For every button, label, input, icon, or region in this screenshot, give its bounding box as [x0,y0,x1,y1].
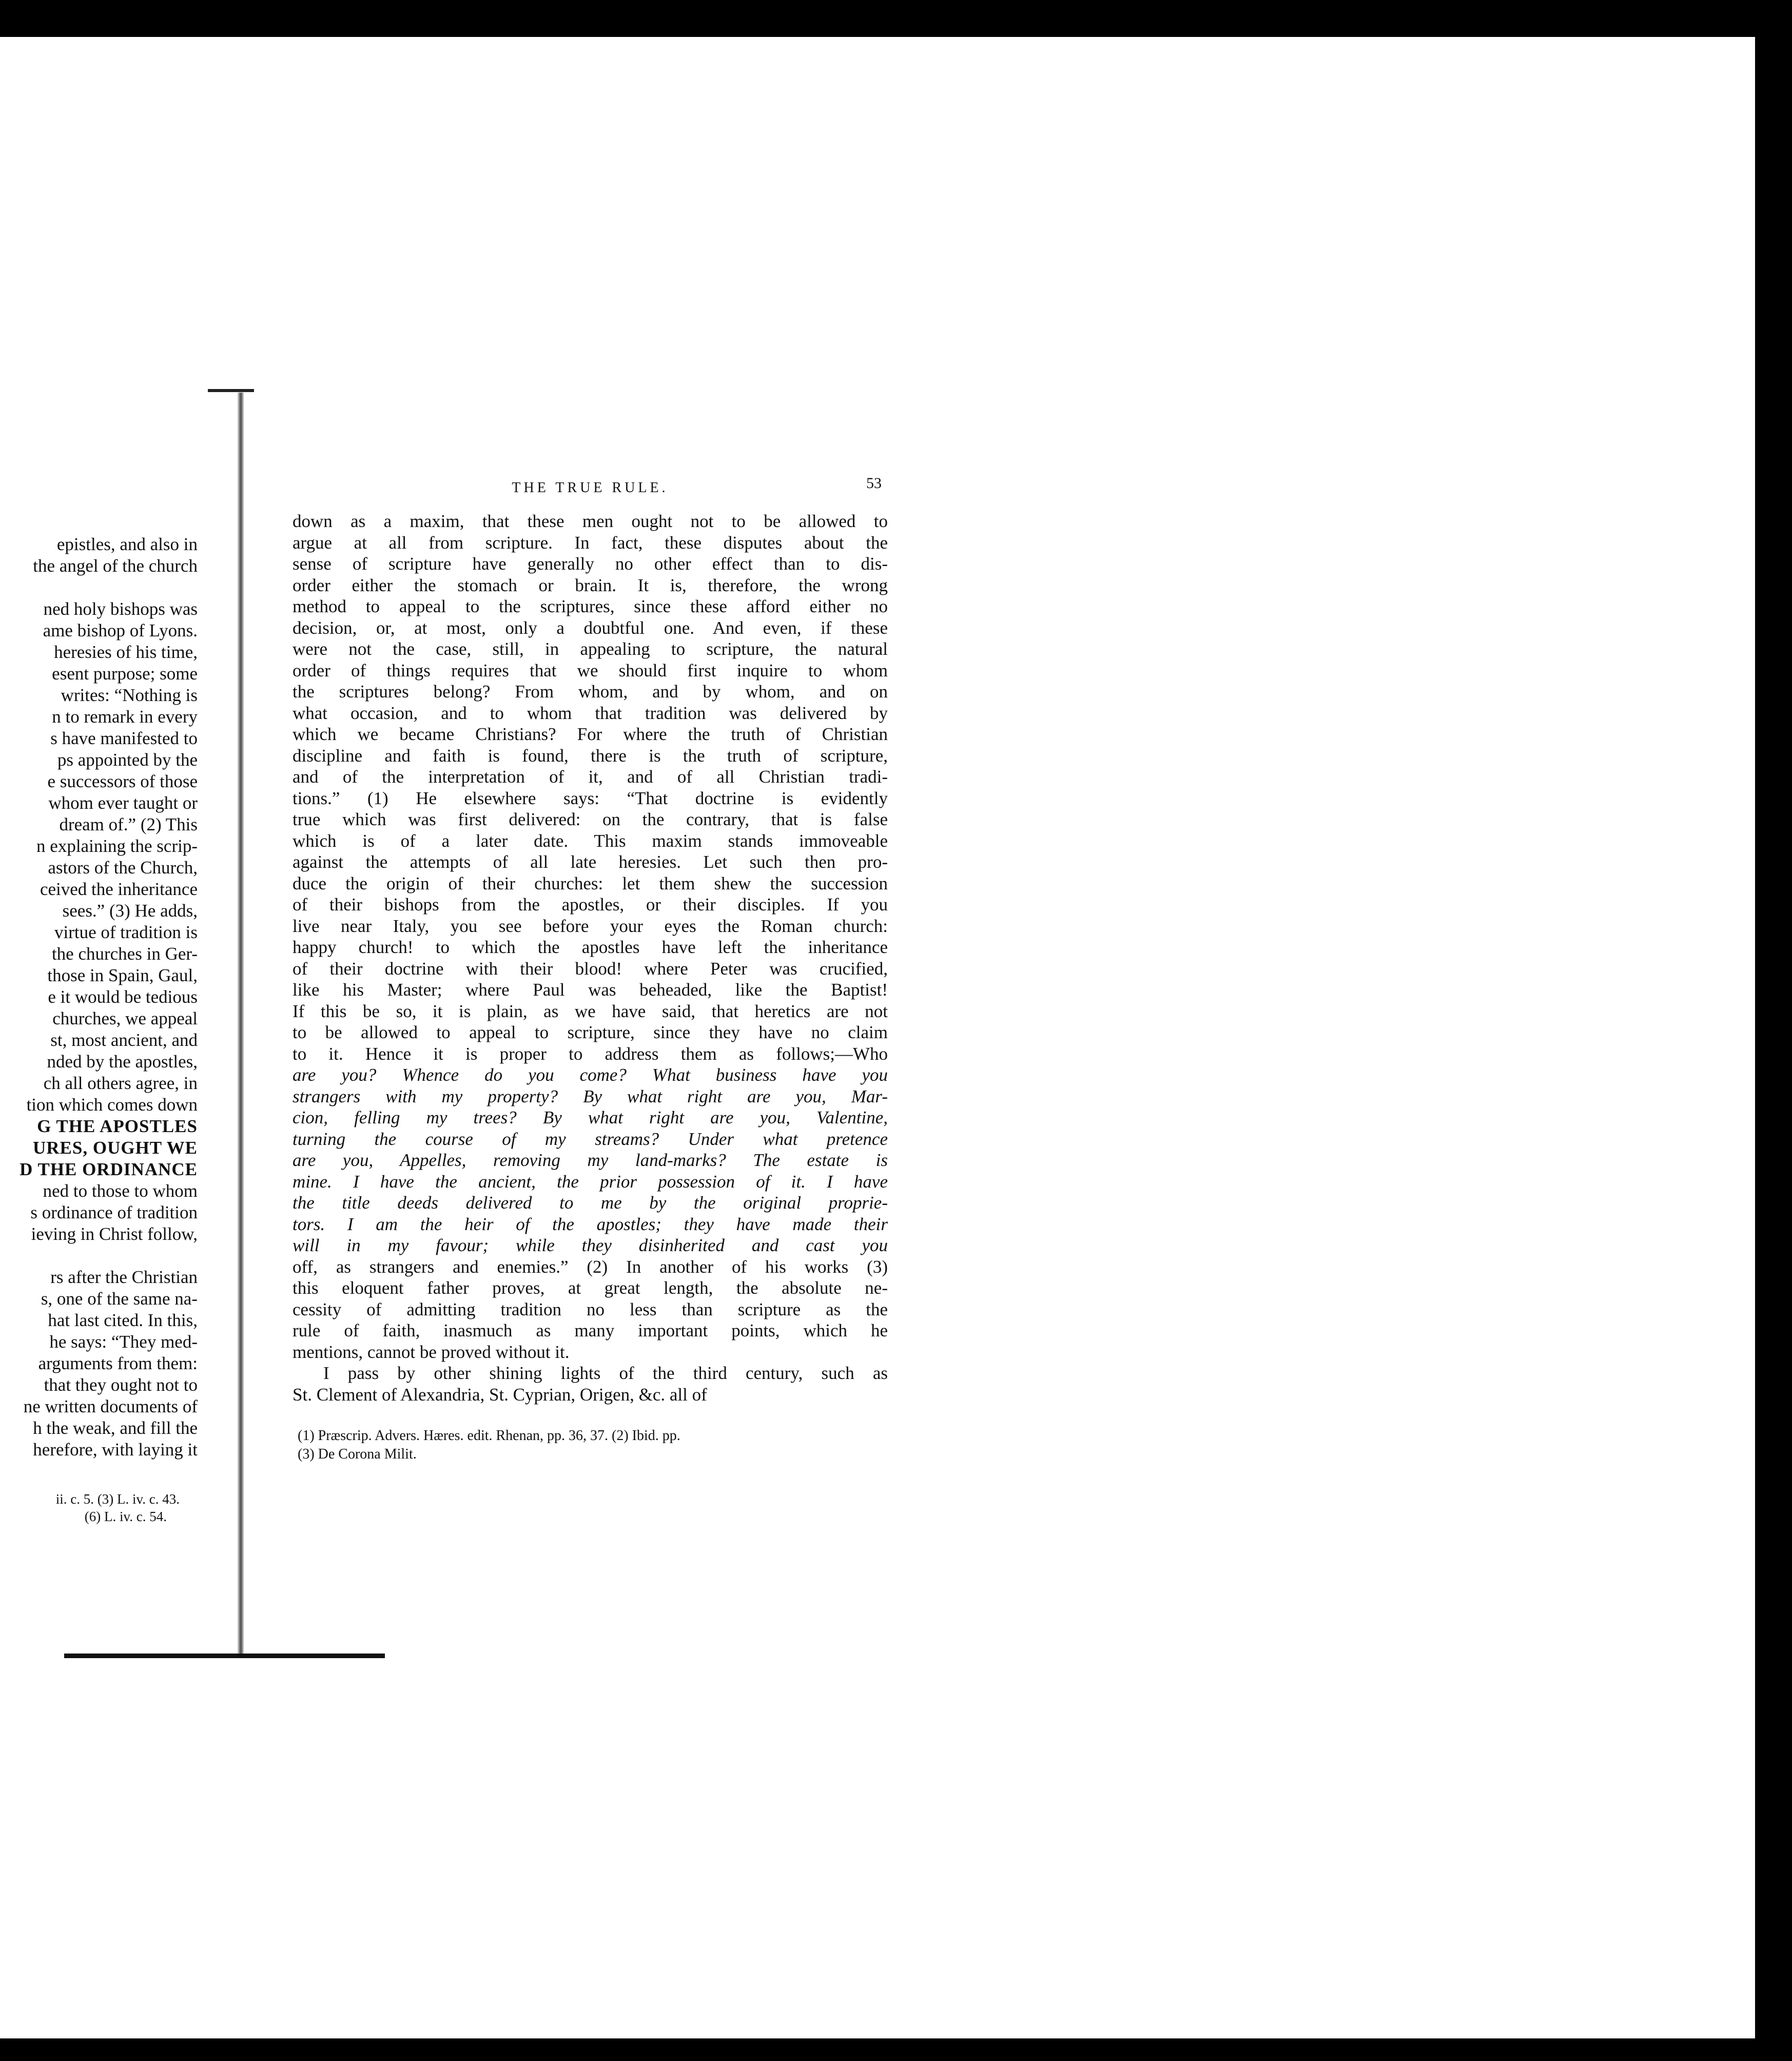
left-text-line: virtue of tradition is [54,922,198,942]
left-text-line: G THE APOSTLES [37,1116,198,1136]
left-text-line: h the weak, and fill the [33,1418,198,1438]
left-footnote-line: ii. c. 5. (3) L. iv. c. 43. [55,1491,180,1507]
body-text-line: tions.” (1) He elsewhere says: “That doctrine is evidently [293,788,888,808]
left-text-line: dream of.” (2) This [59,814,198,834]
left-text-line: D THE ORDINANCE [20,1159,198,1179]
body-text-line: argue at all from scripture. In fact, these disputes about the [293,532,888,553]
body-text [293,511,888,1405]
body-text-line: are you? Whence do you come? What business have you [293,1065,888,1085]
book-gutter [237,393,244,1655]
left-text-line [0,577,198,598]
body-text-line: to it. Hence it is proper to address them as follows;—Who [293,1043,888,1064]
body-text-line: discipline and faith is found, there is the truth of scripture, [293,745,888,766]
left-text-line: s, one of the same na- [41,1289,198,1309]
left-text-line: tion which comes down [26,1095,198,1115]
left-text-line: ame bishop of Lyons. [43,620,198,640]
body-text-line: which we became Christians? For where the truth of Christian [293,724,888,744]
left-text-line [0,1245,198,1267]
left-text-line: writes: “Nothing is [61,685,198,705]
left-text-line: arguments from them: [38,1353,198,1373]
body-text-line: will in my favour; while they disinherited and cast you [293,1235,888,1255]
body-text-line: this eloquent father proves, at great length, the absolute ne- [293,1278,888,1298]
body-text-line: mine. I have the ancient, the prior possession of it. I have [293,1171,888,1192]
body-text-line: of their bishops from the apostles, or their disciples. If you [293,895,888,915]
body-text-line: sense of scripture have generally no other effect than to dis- [293,554,888,574]
body-text-line: method to appeal to the scriptures, since these afford either no [293,596,888,616]
running-head-title: THE TRUE RULE. [512,480,669,496]
body-text-line: the title deeds delivered to me by the original proprie- [293,1193,888,1213]
left-footnote-line: (6) L. iv. c. 54. [84,1509,167,1524]
left-text-line: the angel of the church [33,556,198,576]
running-head [293,475,888,500]
body-text-line: order either the stomach or brain. It is, therefore, the wrong [293,575,888,595]
body-text-line: the scriptures belong? From whom, and by whom, and on [293,682,888,702]
footnote-line: (1) Præscrip. Advers. Hæres. edit. Rhenan, pp. 36, 37. (2) Ibid. pp. [298,1428,680,1444]
body-text-line: to be allowed to appeal to scripture, since they have no claim [293,1022,888,1042]
body-text-line: were not the case, still, in appealing to scripture, the natural [293,639,888,659]
left-footnotes [0,1490,198,1525]
body-text-line: true which was first delivered: on the contrary, that is false [293,809,888,829]
left-text-line: rs after the Christian [50,1267,198,1287]
footnotes [293,1427,888,1464]
left-text-line: ned holy bishops was [43,599,198,619]
left-text-line: astors of the Church, [48,858,198,878]
body-text-line: cion, felling my trees? By what right are you, Valentine, [293,1107,888,1127]
left-text-line: epistles, and also in [56,534,198,554]
left-text-line: ne written documents of [23,1396,198,1416]
body-text-line: decision, or, at most, only a doubtful one. And even, if these [293,617,888,638]
left-text-line: s ordinance of tradition [30,1202,198,1222]
body-text-line: order of things requires that we should first inquire to whom [293,660,888,680]
left-text-line: ps appointed by the [57,750,198,770]
left-text-line: s have manifested to [50,728,198,748]
left-page-text [0,534,198,1525]
right-page [293,475,888,1464]
left-text-line: the churches in Ger- [51,944,198,964]
left-text-line: ieving in Christ follow, [31,1224,198,1244]
left-text-line: those in Spain, Gaul, [47,965,198,985]
left-text-line: n explaining the scrip- [36,836,198,856]
left-text-line: that they ought not to [44,1375,198,1395]
left-text-line: esent purpose; some [52,664,198,684]
body-text-line: cessity of admitting tradition no less than scripture as the [293,1299,888,1319]
body-text-line: I pass by other shining lights of the third century, such as [323,1363,888,1383]
body-text-line: rule of faith, inasmuch as many important points, which he [293,1320,888,1340]
body-text-line: strangers with my property? By what right are you, Mar- [293,1086,888,1106]
body-text-line: what occasion, and to whom that tradition was delivered by [293,703,888,723]
left-page [0,534,198,1560]
left-text-line: heresies of his time, [54,642,198,662]
left-text-line: n to remark in every [52,707,198,727]
page-number: 53 [866,475,882,492]
body-text-line: If this be so, it is plain, as we have said, that heretics are not [293,1001,888,1021]
left-text-line: URES, OUGHT WE [33,1138,198,1158]
left-text-line: whom ever taught or [48,793,198,813]
left-text-line: hat last cited. In this, [48,1310,198,1330]
left-text-line: st, most ancient, and [50,1030,198,1050]
left-text-line: herefore, with laying it [33,1440,198,1460]
body-text-line: happy church! to which the apostles have left the inheritance [293,937,888,957]
left-text-line: sees.” (3) He adds, [62,901,198,921]
body-text-line: which is of a later date. This maxim stands immoveable [293,830,888,851]
footnote-line: (3) De Corona Milit. [298,1446,417,1462]
left-text-line: ch all others agree, in [43,1073,198,1093]
body-text-line: duce the origin of their churches: let them shew the succession [293,873,888,893]
left-text-line: churches, we appeal [52,1008,198,1028]
body-text-line: tors. I am the heir of the apostles; they have made their [293,1214,888,1234]
left-text-line: ned to those to whom [43,1181,198,1201]
body-text-line: turning the course of my streams? Under what pretence [293,1129,888,1149]
body-text-line: like his Master; where Paul was beheaded, like the Baptist! [293,980,888,1000]
left-text-line: ceived the inheritance [40,879,198,899]
left-text-line: he says: “They med- [49,1332,198,1352]
gutter-cap [208,389,254,392]
body-text-line: off, as strangers and enemies.” (2) In another of his works (3) [293,1256,888,1277]
body-text-line: down as a maxim, that these men ought not to be allowed to [293,511,888,531]
body-text-line: and of the interpretation of it, and of all Christian tradi- [293,767,888,787]
body-text-line: are you, Appelles, removing my land-marks? The estate is [293,1150,888,1170]
body-text-line: of their doctrine with their blood! where Peter was crucified, [293,958,888,979]
left-text-line: nded by the apostles, [47,1052,198,1072]
gutter-base-rule [64,1654,385,1658]
body-text-line: live near Italy, you see before your eyes the Roman church: [293,916,888,936]
left-text-line: e it would be tedious [48,987,198,1007]
body-text-line: St. Clement of Alexandria, St. Cyprian, Origen, &c. all of [293,1384,707,1405]
left-text-line: e successors of those [47,771,198,791]
body-text-line: mentions, cannot be proved without it. [293,1341,570,1362]
body-text-line: against the attempts of all late heresies. Let such then pro- [293,852,888,872]
